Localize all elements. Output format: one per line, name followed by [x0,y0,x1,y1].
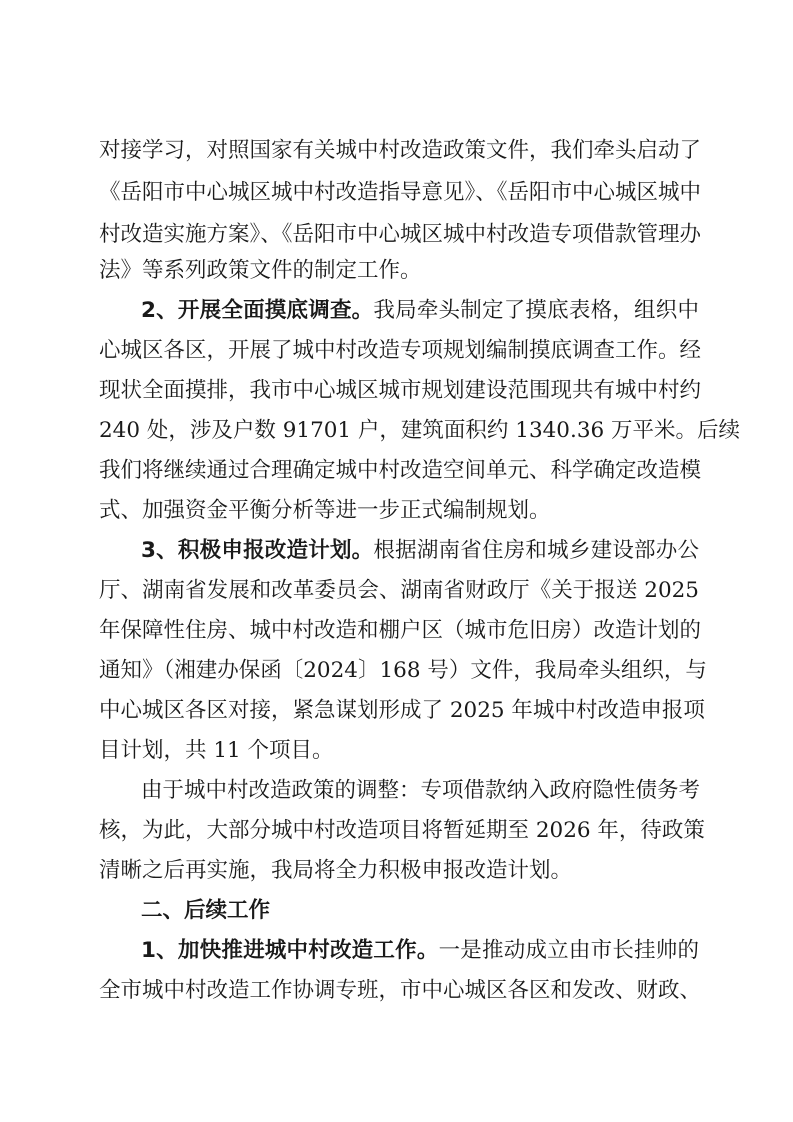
paragraph-5-line-1-text: 一是推动成立由市长挂帅的 [438,938,699,963]
paragraph-5-line-2: 全市城中村改造工作协调专班，市中心城区各区和发改、财政、 [99,978,702,1003]
paragraph-1-line-4: 法》等系列政策文件的制定工作。 [99,258,422,283]
paragraph-3-heading: 3、积极申报改造计划。 [141,538,374,563]
paragraph-2-line-3: 现状全面摸排，我市中心城区城市规划建设范围现共有城中村约 [99,378,702,403]
paragraph-3-line-2: 厅、湖南省发展和改革委员会、湖南省财政厅《关于报送 2025 [99,578,699,603]
paragraph-2-line-2: 心城区各区，开展了城中村改造专项规划编制摸底调查工作。经 [99,338,702,363]
paragraph-2-line-6: 式、加强资金平衡分析等进一步正式编制规划。 [99,498,551,523]
paragraph-5-heading: 1、加快推进城中村改造工作。 [141,938,439,963]
paragraph-3-line-5: 中心城区各区对接，紧急谋划形成了 2025 年城中村改造申报项 [99,698,705,723]
paragraph-1-line-1: 对接学习，对照国家有关城中村改造政策文件，我们牵头启动了 [99,138,702,163]
paragraph-3-line-1-text: 根据湖南省住房和城乡建设部办公 [373,538,699,563]
paragraph-3-line-3: 年保障性住房、城中村改造和棚户区（城市危旧房）改造计划的 [99,618,702,643]
paragraph-2-line-1 [141,291,699,331]
paragraph-2-line-1-text: 我局牵头制定了摸底表格，组织中 [373,298,699,323]
paragraph-2-heading: 2、开展全面摸底调查。 [141,298,374,323]
paragraph-1-line-3: 村改造实施方案》、《岳阳市中心城区城中村改造专项借款管理办 [99,222,702,247]
paragraph-5-line-1 [141,931,699,971]
section-2-title: 二、后续工作 [141,898,271,923]
paragraph-2-line-4: 240 处，涉及户数 91701 户，建筑面积约 1340.36 万平米。后续 [99,418,741,443]
paragraph-4-line-3: 清晰之后再实施，我局将全力积极申报改造计划。 [99,858,573,883]
paragraph-2-line-5: 我们将继续通过合理确定城中村改造空间单元、科学确定改造模 [99,458,702,483]
paragraph-1-line-2: 《岳阳市中心城区城中村改造指导意见》、《岳阳市中心城区城中 [99,180,702,205]
paragraph-4-line-1: 由于城中村改造政策的调整：专项借款纳入政府隐性债务考 [141,778,701,803]
paragraph-3-line-1 [141,531,699,571]
paragraph-3-line-6: 目计划，共 11 个项目。 [99,738,334,763]
paragraph-4-line-2: 核，为此，大部分城中村改造项目将暂延期至 2026 年，待政策 [99,818,705,843]
paragraph-3-line-4: 通知》（湘建办保函〔2024〕168 号）文件，我局牵头组织，与 [99,658,707,683]
